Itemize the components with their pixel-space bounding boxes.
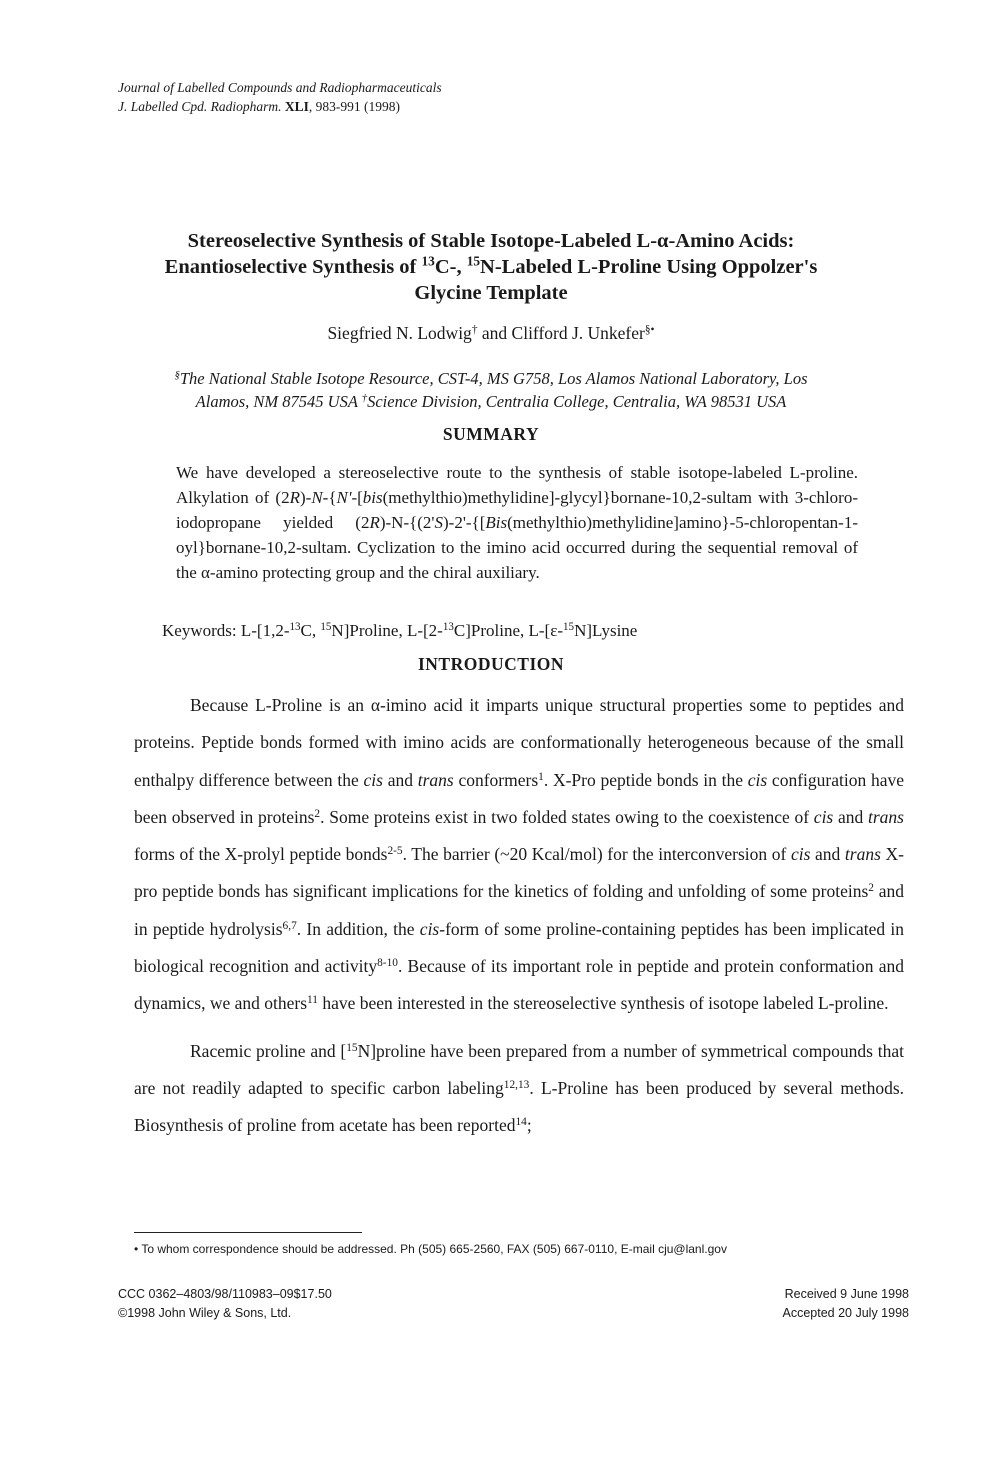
accepted-date: Accepted 20 July 1998	[782, 1306, 909, 1320]
journal-citation: J. Labelled Cpd. Radiopharm. XLI, 983-991 (1998)	[118, 99, 401, 114]
pages-year: 983-991 (1998)	[315, 99, 401, 114]
keywords: Keywords: L-[1,2-$^{13}$C, $^{15}$N]Proline, L-[2-$^{13}$C]Proline, L-[ε-$^{15}$N]Lysine	[162, 620, 638, 640]
dates-block	[783, 1285, 909, 1323]
introduction-heading: INTRODUCTION	[417, 654, 565, 674]
journal-name: Journal of Labelled Compounds and Radiopharmaceuticals	[118, 80, 442, 95]
author-lodwig: Siegfried N. Lodwig	[327, 323, 472, 343]
summary-text: We have developed a stereoselective route to the synthesis of stable isotope-labeled L-proline. Alkylation of (2R)-N-{N'-[bis(methylthio)methylidine]-glycyl}bornane-10,2-sultam with 3-chloro-iodopropane yielded (2R)-N-{(2'S)-2'-{[Bis(methylthio)methylidine]amino}-5-chloropentan-1-oyl}bornane-10,2-sultam. Cyclization to the imino acid occurred during the sequential removal of the α-amino protecting group and the chiral auxiliary.	[176, 463, 858, 582]
ccc-code: CCC 0362–4803/98/110983–09$17.50	[118, 1287, 332, 1301]
volume: XLI	[284, 99, 309, 114]
paragraph: Racemic proline and [$^{15}$N]proline have been prepared from a number of symmetrical compounds that are not readily adapted to specific carbon labeling$^{12,13}$. L-Proline has been produced by several methods. Biosynthesis of proline from acetate has been reported$^{14}$;	[134, 1040, 904, 1136]
summary-heading: SUMMARY	[442, 424, 540, 444]
affiliations: §The National Stable Isotope Resource, CST-4, MS G758, Los Alamos National Laboratory, Los Alamos, NM 87545 USA †Science Division, Centralia College, Centralia, WA 98531 USA	[174, 369, 808, 411]
footnote: • To whom correspondence should be addressed. Ph (505) 665-2560, FAX (505) 667-0110, E-mail cju@lanl.gov	[134, 1242, 727, 1256]
authors: Siegfried N. Lodwig† and Clifford J. Unkefer§•	[327, 323, 655, 343]
author-unkefer: Clifford J. Unkefer	[511, 323, 645, 343]
footnote-divider	[134, 1232, 362, 1233]
copyright: ©1998 John Wiley & Sons, Ltd.	[118, 1306, 292, 1320]
received-date: Received 9 June 1998	[784, 1287, 909, 1301]
article-title: Stereoselective Synthesis of Stable Isotope-Labeled L-α-Amino Acids: Enantioselective Synthesis of $^{13}$C-, $^{15}$N-Labeled L-Proline Using Oppolzer's Glycine Template	[164, 230, 818, 304]
introduction-body	[134, 687, 904, 1145]
journal-header	[118, 78, 442, 116]
copyright-block	[118, 1285, 332, 1323]
paragraph: Because L-Proline is an α-imino acid it imparts unique structural properties some to peptides and proteins. Peptide bonds formed with imino acids are conformationally heterogeneous because of the small enthalpy difference between the cis and trans conformers$^1$. X-Pro peptide bonds in the cis configuration have been observed in proteins$^2$. Some proteins exist in two folded states owing to the coexistence of cis and trans forms of the X-prolyl peptide bonds$^{2-5}$. The barrier (~20 Kcal/mol) for the interconversion of cis and trans X-pro peptide bonds has significant implications for the kinetics of folding and unfolding of some proteins$^2$ and in peptide hydrolysis$^{6,7}$. In addition, the cis-form of some proline-containing peptides has been implicated in biological recognition and activity$^{8-10}$. Because of its important role in peptide and protein conformation and dynamics, we and others$^{11}$ have been interested in the stereoselective synthesis of isotope labeled L-proline.	[134, 695, 904, 1014]
